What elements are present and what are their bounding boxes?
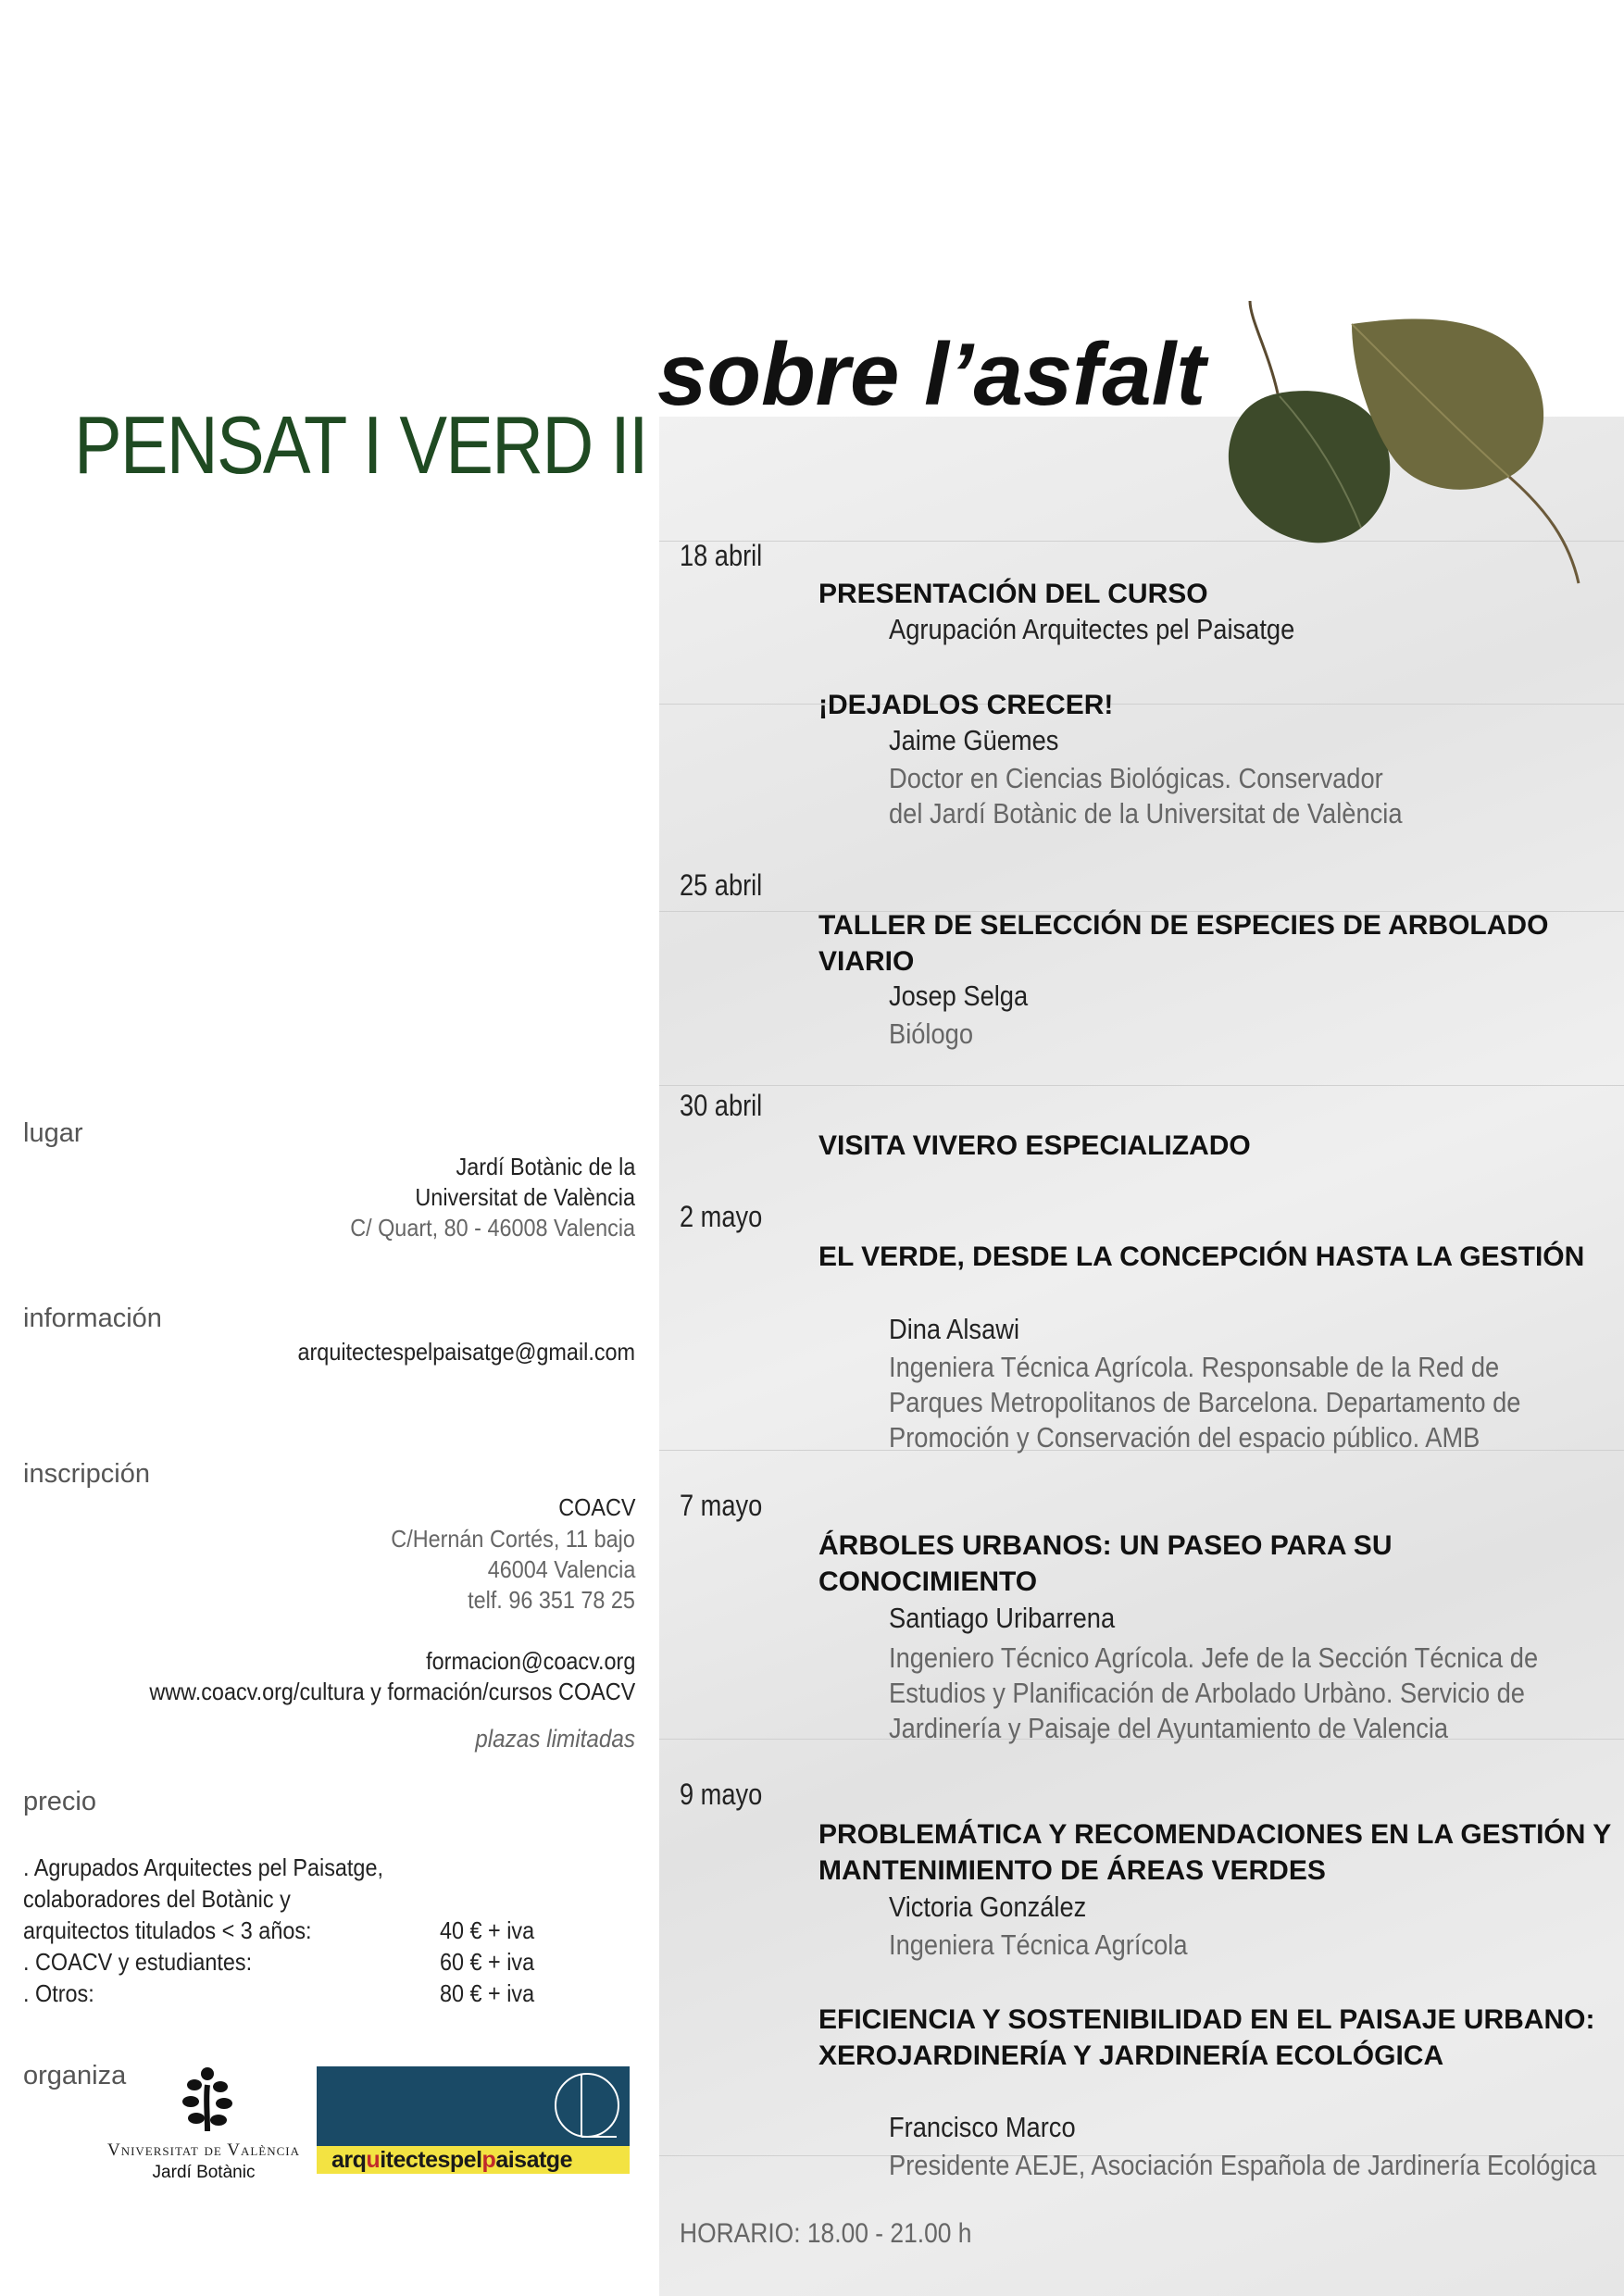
registration-address-line: C/Hernán Cortés, 11 bajo [391,1525,635,1553]
section-label-precio: precio [23,1787,96,1816]
session-title: EFICIENCIA Y SOSTENIBILIDAD EN EL PAISAJE URBANO: XEROJARDINERÍA Y JARDINERÍA ECOLÓGICA [818,2004,1595,2071]
session-description: Parques Metropolitanos de Barcelona. Departamento de [889,1386,1521,1418]
session-title: ÁRBOLES URBANOS: UN PASEO PARA SU CONOCIMIENTO [818,1530,1393,1597]
uv-logo [93,2066,315,2182]
logo-text-part: itectespel [380,2147,482,2173]
session-title: TALLER DE SELECCIÓN DE ESPECIES DE ARBOLADO VIARIO [818,910,1549,977]
session-speaker: Jaime Güemes [889,724,1059,756]
price-row-label: . Otros: [23,1979,94,2007]
jardi-botanic-icon [180,2066,235,2133]
session-title: PRESENTACIÓN DEL CURSO [818,579,1208,609]
session-date: 2 mayo [680,1200,763,1233]
venue-address [350,1213,635,1243]
session-title: EL VERDE, DESDE LA CONCEPCIÓN HASTA LA GESTIÓN [818,1242,1585,1272]
main-title: PENSAT I VERD II [74,399,647,491]
registration-address [391,1524,635,1554]
session-description: Estudios y Planificación de Arbolado Urbàno. Servicio de [889,1677,1525,1709]
price-row-label: colaboradores del Botànic y [23,1885,291,1913]
venue-line: Jardí Botànic de la [456,1153,635,1180]
registration-web-text[interactable]: www.coacv.org/cultura y formación/cursos COACV [149,1678,635,1705]
session-description: Doctor en Ciencias Biológicas. Conservador [889,762,1383,794]
session-title: ¡DEJADLOS CRECER! [818,690,1114,720]
session-speaker: Santiago Uribarrena [889,1602,1116,1634]
limited-places-note [475,1724,635,1754]
venue-institution [415,1182,635,1213]
info-email[interactable] [297,1337,635,1367]
schedule: HORARIO: 18.00 - 21.00 h [680,2218,972,2249]
price-row-label: arquitectos titulados < 3 años: [23,1916,312,1944]
session-date: 9 mayo [680,1778,763,1811]
session-description: Jardinería y Paisaje del Ayuntamiento de Valencia [889,1712,1449,1744]
session-description: Ingeniera Técnica Agrícola. Responsable de la Red de [889,1351,1500,1383]
section-label-organiza: organiza [23,2061,127,2090]
session-date: 18 abril [680,539,763,572]
session-speaker: Dina Alsawi [889,1313,1020,1345]
registration-web[interactable] [149,1677,635,1707]
logo-text-part: arq [331,2147,367,2173]
arquitectes-logo [317,2066,630,2174]
registration-email-text[interactable]: formacion@coacv.org [425,1647,635,1675]
leaves-illustration [1204,296,1624,602]
session-speaker: Victoria González [889,1890,1087,1923]
session-title: VISITA VIVERO ESPECIALIZADO [818,1130,1251,1161]
registration-phone [468,1585,635,1616]
info-email-text[interactable]: arquitectespelpaisatge@gmail.com [297,1338,635,1366]
session-speaker: Francisco Marco [889,2111,1076,2143]
session-date: 25 abril [680,868,763,902]
section-label-inscripcion: inscripción [23,1459,150,1489]
registration-address-line: 46004 Valencia [487,1555,635,1583]
price-row-label: . Agrupados Arquitectes pel Paisatge, [23,1853,383,1881]
session-date: 30 abril [680,1089,763,1122]
registration-phone-text: telf. 96 351 78 25 [468,1586,635,1614]
registration-org [558,1492,635,1523]
price-row-label: . COACV y estudiantes: [23,1948,253,1976]
venue-line: Universitat de València [415,1183,635,1211]
uv-logo-line2: Jardí Botànic [152,2163,256,2182]
separator [659,1085,1624,1086]
session-description: Presidente AEJE, Asociación Española de Jardinería Ecológica [889,2149,1597,2181]
session-description: Biólogo [889,1017,974,1050]
session-description: del Jardí Botànic de la Universitat de València [889,797,1403,830]
logo-text-part: aisatge [495,2147,572,2173]
session-description: Ingeniero Técnico Agrícola. Jefe de la Sección Técnica de [889,1641,1539,1674]
uv-logo-line1: Vniversitat de València [106,2140,301,2160]
subtitle: sobre l’asfalt [657,325,1206,424]
session-speaker: Josep Selga [889,980,1029,1012]
session-description: Promoción y Conservación del espacio público. AMB [889,1421,1480,1454]
venue-line: C/ Quart, 80 - 46008 Valencia [350,1214,635,1242]
registration-address [487,1554,635,1585]
logo-circle-icon [550,2068,624,2142]
registration-org-text: COACV [557,1493,635,1521]
logo-text-accent: u [366,2147,381,2173]
price-value: 60 € + iva [440,1948,535,1976]
session-date: 7 mayo [680,1489,763,1522]
limited-places-text: plazas limitadas [475,1725,635,1753]
logo-text-accent: p [481,2147,496,2173]
section-label-lugar: lugar [23,1118,83,1148]
price-value: 80 € + iva [440,1979,535,2007]
price-value: 40 € + iva [440,1916,535,1944]
session-speaker: Agrupación Arquitectes pel Paisatge [889,613,1295,645]
session-description: Ingeniera Técnica Agrícola [889,1928,1188,1961]
registration-email[interactable] [426,1646,635,1677]
arquitectes-logo-text [317,2146,630,2174]
session-title: PROBLEMÁTICA Y RECOMENDACIONES EN LA GESTIÓN Y MANTENIMIENTO DE ÁREAS VERDES [818,1819,1611,1886]
venue-name [456,1152,635,1182]
section-label-informacion: información [23,1304,162,1333]
